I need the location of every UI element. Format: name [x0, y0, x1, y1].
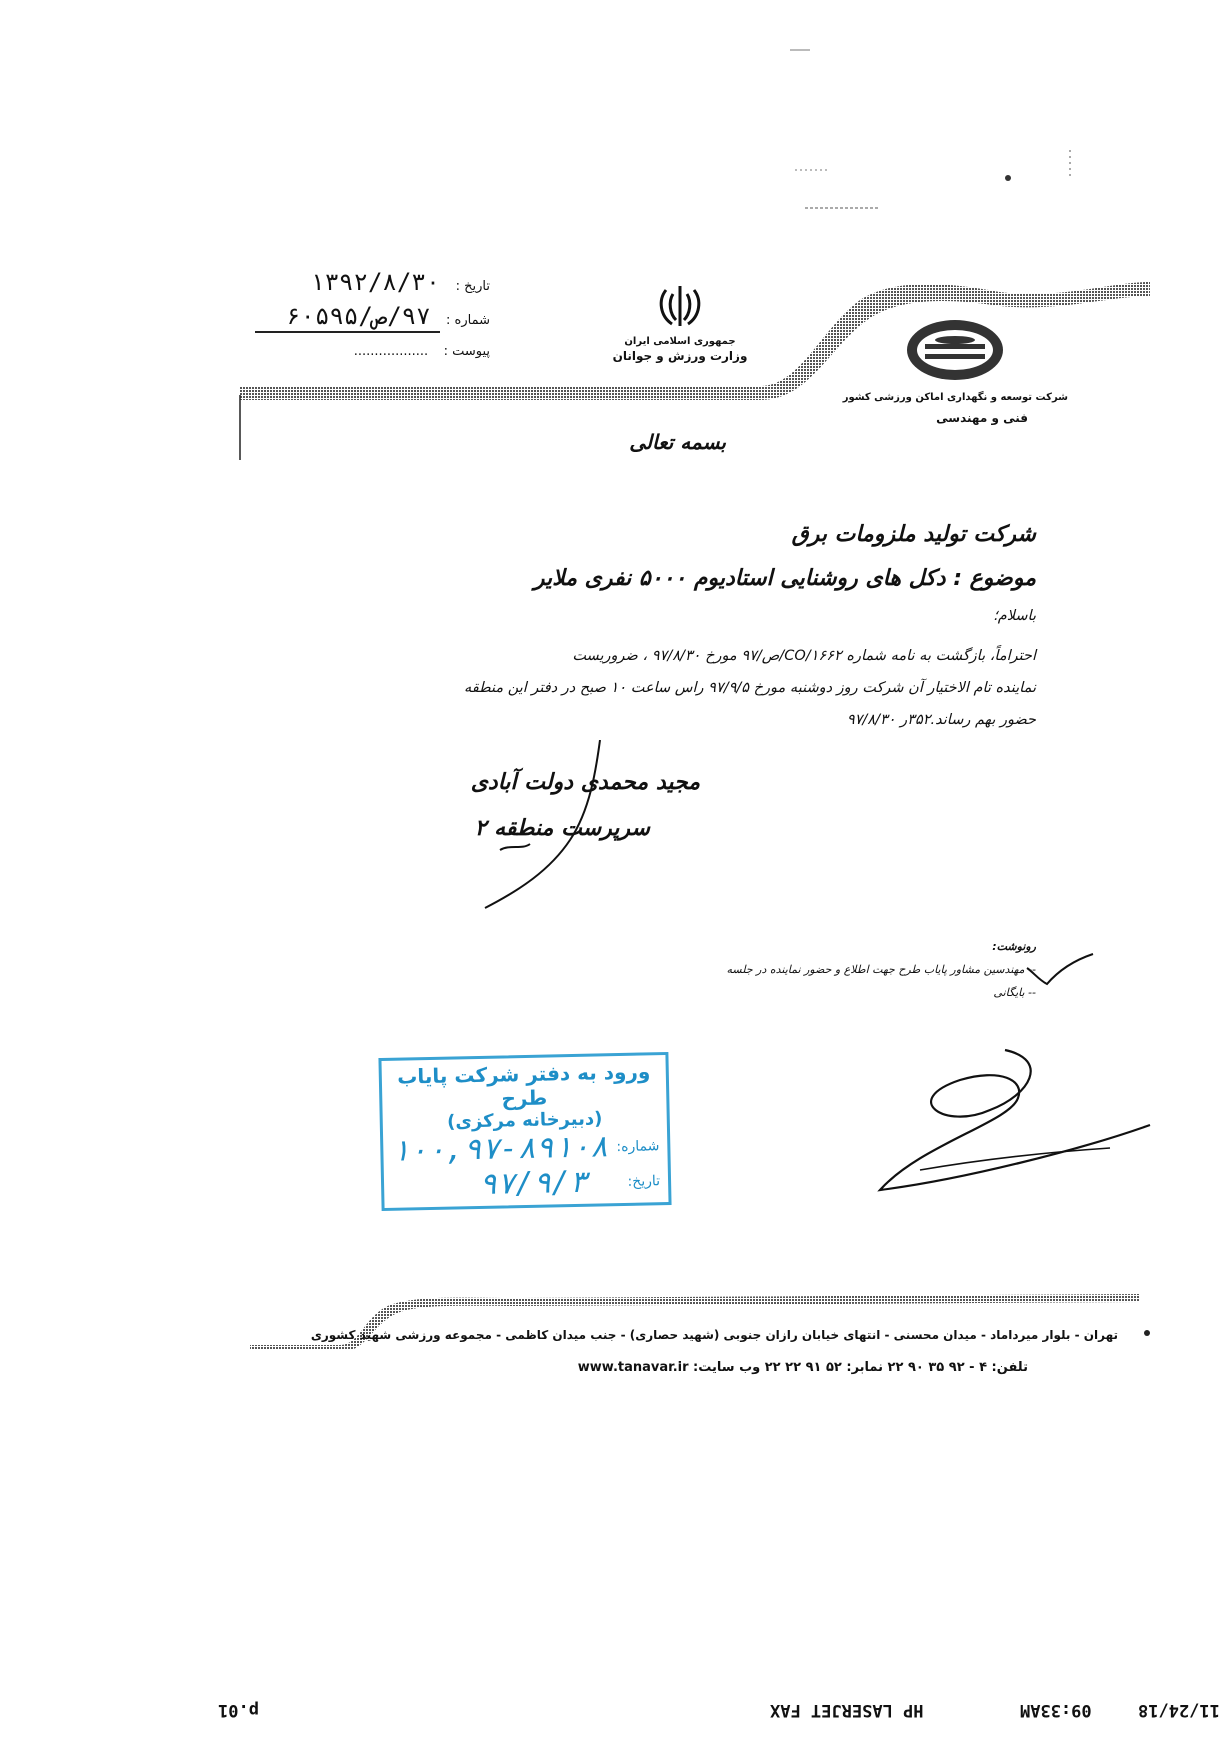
- letter-body: [336, 640, 1036, 736]
- body-line-3: حضور بهم رساند.۳۵۲ر ۹۷/۸/۳۰: [846, 712, 1036, 728]
- stamp-subtitle: (دبیرخانه مرکزی): [446, 1108, 603, 1133]
- emblem-caption-1: جمهوری اسلامی ایران: [624, 336, 736, 347]
- fax-time: 09:33AM: [1020, 1700, 1092, 1720]
- cc-line-1-text: مهندسین مشاور پایاب طرح جهت اطلاع و حضور نماینده در جلسه: [726, 963, 1025, 976]
- attachment-label: پیوست :: [443, 344, 490, 359]
- organization-logo-icon: [900, 310, 1010, 390]
- signature-block: [380, 740, 700, 920]
- signatory-name: مجید محمدی دولت آبادی: [470, 770, 700, 795]
- flourish-signature-icon: [850, 1040, 1170, 1200]
- date-label: تاریخ :: [455, 279, 490, 294]
- iran-emblem-icon: [610, 282, 750, 332]
- cc-line-2: -- بایگانی: [993, 986, 1036, 999]
- fax-device: HP LASERJET FAX: [770, 1700, 924, 1720]
- fax-date: 11/24/18: [1138, 1700, 1220, 1720]
- number-label: شماره :: [446, 313, 490, 328]
- stamp-number-value: ۱۰۰,۹۷-۸۹۱۰۸: [391, 1129, 609, 1169]
- stamp-title: ورود به دفتر شرکت پایاب طرح: [396, 1059, 651, 1111]
- stamp-number-label: شماره:: [616, 1137, 660, 1155]
- footer-contact: تلفن: ۴ - ۹۲ ۳۵ ۹۰ ۲۲ نمابر: ۵۲ ۹۱ ۲۲ ۲۲ وب سایت: www.tanavar.ir: [577, 1360, 1028, 1375]
- iran-emblem: [610, 282, 750, 364]
- greeting: باسلام؛: [993, 608, 1036, 624]
- stamp-date-value: ۹۷/۹/۳: [478, 1164, 588, 1202]
- fax-page: p.01: [218, 1700, 259, 1720]
- body-line-2: نماینده تام الاختیار آن شرکت روز دوشنبه مورخ ۹۷/۹/۵ راس ساعت ۱۰ صبح در دفتر این منطقه: [463, 680, 1036, 696]
- invocation: بسمه تعالی: [629, 430, 726, 454]
- stamp-date-row: [392, 1163, 661, 1204]
- date-value: ۱۳۹۲/۸/۳۰: [310, 268, 441, 296]
- footer-address: تهران - بلوار میرداماد - میدان محسنی - انتهای خیابان رازان جنوبی (شهید حصاری) - جنب میدان کاظمی - مجموعه ورزشی شهید کشوری: [310, 1328, 1118, 1342]
- letter-attachment: [354, 340, 490, 360]
- cc-line-2-text: بایگانی: [993, 986, 1025, 999]
- emblem-caption-2: وزارت ورزش و جوانان: [612, 348, 748, 363]
- fax-header-line: [0, 1700, 1228, 1730]
- cc-block: [727, 940, 1036, 999]
- recipient: شرکت تولید ملزومات برق: [791, 522, 1036, 547]
- organization-caption: [843, 388, 1068, 430]
- subject: موضوع : دکل های روشنایی استادیوم ۵۰۰۰ نفری ملایر: [533, 566, 1036, 591]
- letterhead: [0, 0, 1228, 460]
- letter-date: [310, 268, 490, 296]
- received-stamp: [378, 1052, 671, 1211]
- org-caption-2: فنی و مهندسی: [936, 411, 1028, 425]
- stamp-number-row: [391, 1128, 660, 1169]
- org-caption-1: شرکت توسعه و نگهداری اماکن ورزشی کشور: [842, 392, 1068, 403]
- signatory-title: سرپرست منطقه ۲: [474, 816, 650, 841]
- cc-line-1: -- مهندسین مشاور پایاب طرح جهت اطلاع و حضور نماینده در جلسه: [726, 963, 1036, 976]
- cc-heading: رونوشت:: [992, 940, 1036, 953]
- attachment-value: ..................: [353, 344, 429, 359]
- cc-checkmark-icon: [1025, 950, 1095, 990]
- footer-location-icon: [1140, 1326, 1154, 1340]
- letter-number: [286, 302, 490, 330]
- body-line-1: احتراماً، بازگشت به نامه شماره ۱۶۶۲/CO/ص/۹۷ مورخ ۹۷/۸/۳۰ ، ضروریست: [572, 648, 1036, 664]
- number-value: ۹۷/ص/۶۰۵۹۵: [286, 302, 431, 330]
- stamp-date-label: تاریخ:: [627, 1172, 661, 1190]
